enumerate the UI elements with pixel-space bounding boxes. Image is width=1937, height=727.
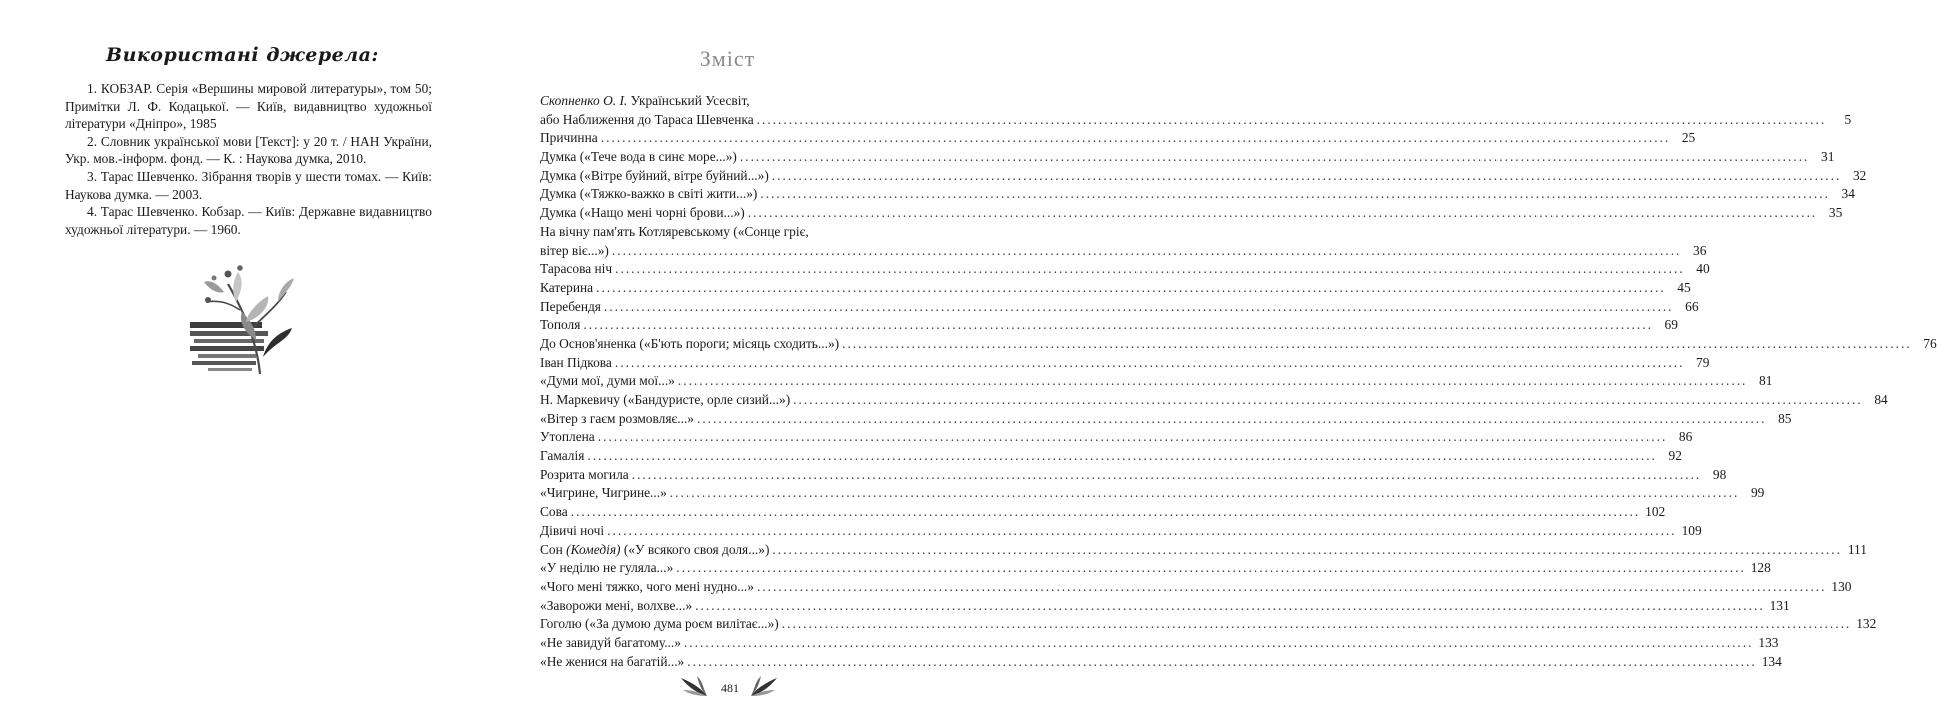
toc-page-number: 69 (1664, 317, 1678, 333)
left-page (0, 0, 485, 727)
toc-leader: ........................................................................................................................................................................................................ (676, 560, 1746, 576)
toc-title-text: Причинна (540, 130, 598, 146)
toc-page-number: 45 (1677, 279, 1691, 295)
toc-leader: ........................................................................................................................................................................................................ (695, 597, 1765, 613)
toc-entry (540, 354, 1710, 373)
toc-leader: ........................................................................................................................................................................................................ (772, 541, 1842, 557)
toc-title-text: Думка («Тяжко-важко в світі жити...») (540, 186, 758, 202)
toc-entry (540, 242, 1707, 261)
toc-list (540, 92, 1937, 671)
toc-leader: ........................................................................................................................................................................................................ (607, 522, 1677, 538)
branch-ornament-icon (188, 262, 298, 382)
toc-title-text: «Чого мені тяжко, чого мені нудно...» (540, 578, 754, 594)
toc-leader: ........................................................................................................................................................................................................ (583, 317, 1653, 333)
toc-leader: ........................................................................................................................................................................................................ (760, 186, 1830, 202)
toc-entry (540, 129, 1696, 148)
toc-entry (540, 391, 1888, 410)
toc-leader: ........................................................................................................................................................................................................ (747, 205, 1818, 221)
source-item: 1. КОБЗАР. Серія «Вершины мировой литературы», том 50; Примітки Л. Ф. Кодацької. — Київ, видавництво художньої літератури «Дніпро», 1985 (65, 81, 432, 132)
toc-entry (540, 335, 1937, 354)
toc-title-text: Сова (540, 504, 568, 520)
toc-entry (540, 185, 1855, 204)
toc-title-text: «Не женися на багатій...» (540, 653, 685, 669)
sources-title: Використані джерела: (106, 44, 379, 66)
toc-page-number: 31 (1821, 149, 1835, 165)
toc-title-main: Сон (540, 541, 563, 557)
leaf-sprig-icon (677, 674, 711, 698)
toc-leader: ........................................................................................................................................................................................................ (600, 130, 1671, 146)
toc-page-number: 109 (1681, 522, 1702, 538)
toc-page-number: 84 (1874, 392, 1888, 407)
toc-title-text: Тополя (540, 317, 581, 333)
source-item: 3. Тарас Шевченко. Зібрання творів у шести томах. — Київ: Наукова думка. — 2003. (65, 168, 432, 202)
toc-title-text: Розрита могила (540, 466, 629, 482)
toc-entry (540, 316, 1678, 335)
toc-leader: ........................................................................................................................................................................................................ (739, 149, 1810, 165)
toc-title-text: Катерина (540, 279, 594, 295)
toc-entry (540, 634, 1779, 653)
toc-entry (540, 522, 1702, 541)
toc-page-number: 111 (1847, 541, 1867, 557)
toc-leader: ........................................................................................................................................................................................................ (587, 448, 1657, 464)
toc-leader: ........................................................................................................................................................................................................ (597, 429, 1668, 445)
toc-title-text: Думка («Тече вода в синє море...») (540, 149, 737, 165)
toc-leader: ........................................................................................................................................................................................................ (683, 634, 1754, 650)
toc-leader: ........................................................................................................................................................................................................ (842, 335, 1912, 351)
toc-title-text: Утоплена (540, 429, 595, 445)
toc-leader: ........................................................................................................................................................................................................ (756, 578, 1827, 594)
toc-entry (540, 559, 1771, 578)
toc-title-text: Думка («Нащо мені чорні брови...») (540, 205, 745, 221)
toc-leader: ........................................................................................................................................................................................................ (756, 111, 1827, 127)
toc-leader: ........................................................................................................................................................................................................ (669, 485, 1740, 501)
toc-title-italic: (Комедія) (566, 541, 621, 557)
toc-title-text: «Заворожи мені, волхве...» (540, 597, 693, 613)
toc-title-text: вітер віє...») (540, 242, 609, 258)
toc-title-text: «Чигрине, Чигрине...» (540, 485, 667, 501)
toc-page-number: 35 (1828, 205, 1843, 221)
toc-entry (540, 466, 1727, 485)
toc-page-number: 133 (1758, 634, 1779, 650)
toc-title-text (540, 541, 769, 560)
toc-title-text: Перебендя (540, 298, 601, 314)
toc-entry (540, 223, 898, 242)
toc-entry (540, 92, 898, 111)
toc-entry (540, 260, 1710, 279)
toc-title-text: Тарасова ніч (540, 261, 613, 277)
toc-page-number: 81 (1759, 373, 1773, 389)
toc-page-number: 131 (1769, 597, 1790, 613)
toc-title-text: або Наближення до Тараса Шевченка (540, 111, 754, 127)
toc-entry (540, 447, 1682, 466)
toc-title-text: «Думи мої, думи мої...» (540, 373, 675, 389)
toc-page-number: 98 (1712, 466, 1727, 482)
toc-leader: ........................................................................................................................................................................................................ (771, 167, 1842, 183)
toc-page-number: 76 (1923, 335, 1937, 351)
toc-entry (540, 298, 1699, 317)
leaf-sprig-icon (747, 674, 781, 698)
toc-title-text: Український Усесвіт, (630, 93, 750, 108)
toc-leader: ........................................................................................................................................................................................................ (687, 653, 1757, 669)
toc-entry (540, 503, 1666, 522)
toc-entry (540, 279, 1691, 298)
toc-page-number: 102 (1645, 504, 1666, 520)
toc-leader: ........................................................................................................................................................................................................ (603, 298, 1674, 314)
toc-page-number: 5 (1844, 111, 1852, 127)
toc-leader: ........................................................................................................................................................................................................ (696, 410, 1767, 426)
toc-entry (540, 597, 1790, 616)
toc-page-number: 34 (1841, 186, 1855, 202)
toc-page-number: 92 (1668, 448, 1682, 464)
toc-entry (540, 148, 1835, 167)
toc-leader: ........................................................................................................................................................................................................ (781, 616, 1852, 632)
toc-leader: ........................................................................................................................................................................................................ (793, 392, 1863, 407)
toc-title-rest: («У всякого своя доля...») (623, 541, 770, 557)
source-item: 2. Словник української мови [Текст]: у 20 т. / НАН України, Укр. мов.-інформ. фонд. — К. : Наукова думка, 2010. (65, 133, 432, 167)
toc-page-number: 36 (1693, 242, 1707, 258)
toc-title-text: Гоголю («За думою дума роєм вилітає...») (540, 616, 779, 632)
toc-page-number: 134 (1761, 653, 1782, 669)
toc-title-text: Гамалія (540, 448, 585, 464)
toc-title-text: Іван Підкова (540, 354, 612, 370)
toc-page-number: 132 (1856, 616, 1877, 632)
toc-page-number: 32 (1852, 167, 1867, 183)
toc-page-number: 66 (1685, 298, 1699, 314)
toc-page-number: 86 (1678, 429, 1693, 445)
toc-title: Зміст (699, 46, 756, 71)
toc-entry (540, 111, 1852, 130)
toc-entry (540, 484, 1765, 503)
page-number: 481 (721, 681, 739, 695)
toc-entry (540, 541, 1867, 560)
toc-entry (540, 653, 1782, 672)
toc-title-text: «Не завидуй багатому...» (540, 634, 681, 650)
toc-author: Скопненко О. І. (540, 93, 628, 108)
toc-page-number: 40 (1696, 261, 1710, 277)
toc-title-text: До Основ'яненка («Б'ють пороги; місяць сходить...») (540, 335, 840, 351)
toc-title-text: Н. Маркевичу («Бандуристе, орле сизий...») (540, 392, 791, 407)
toc-title-text: «Вітер з гаєм розмовляє...» (540, 410, 694, 426)
toc-page-number: 79 (1696, 354, 1710, 370)
toc-leader: ........................................................................................................................................................................................................ (614, 354, 1685, 370)
toc-page-number: 130 (1831, 578, 1852, 594)
toc-leader: ........................................................................................................................................................................................................ (631, 466, 1702, 482)
toc-entry (540, 410, 1792, 429)
toc-title-text: Дівичі ночі (540, 522, 605, 538)
toc-title-text: «У неділю не гуляла...» (540, 560, 674, 576)
toc-entry (540, 578, 1852, 597)
toc-entry (540, 372, 1773, 391)
page-footer (485, 674, 970, 702)
toc-leader: ........................................................................................................................................................................................................ (677, 373, 1748, 389)
toc-entry (540, 615, 1877, 634)
toc-page-number: 99 (1750, 485, 1765, 501)
toc-title-text: На вічну пам'ять Котляревському («Сонце гріє, (540, 223, 809, 239)
toc-leader: ........................................................................................................................................................................................................ (615, 261, 1685, 277)
source-item: 4. Тарас Шевченко. Кобзар. — Київ: Державне видавництво художньої літератури. — 1960. (65, 204, 432, 237)
toc-leader: ........................................................................................................................................................................................................ (596, 279, 1666, 295)
toc-page-number: 85 (1778, 410, 1792, 426)
toc-title-text: Думка («Вітре буйний, вітре буйний...») (540, 167, 769, 183)
sources-list (65, 80, 432, 238)
toc-page-number: 25 (1681, 130, 1696, 146)
toc-entry (540, 167, 1867, 186)
toc-leader: ........................................................................................................................................................................................................ (611, 242, 1682, 258)
toc-entry (540, 428, 1693, 447)
toc-entry (540, 204, 1843, 223)
toc-page-number: 128 (1750, 560, 1771, 576)
toc-leader: ........................................................................................................................................................................................................ (570, 504, 1641, 520)
